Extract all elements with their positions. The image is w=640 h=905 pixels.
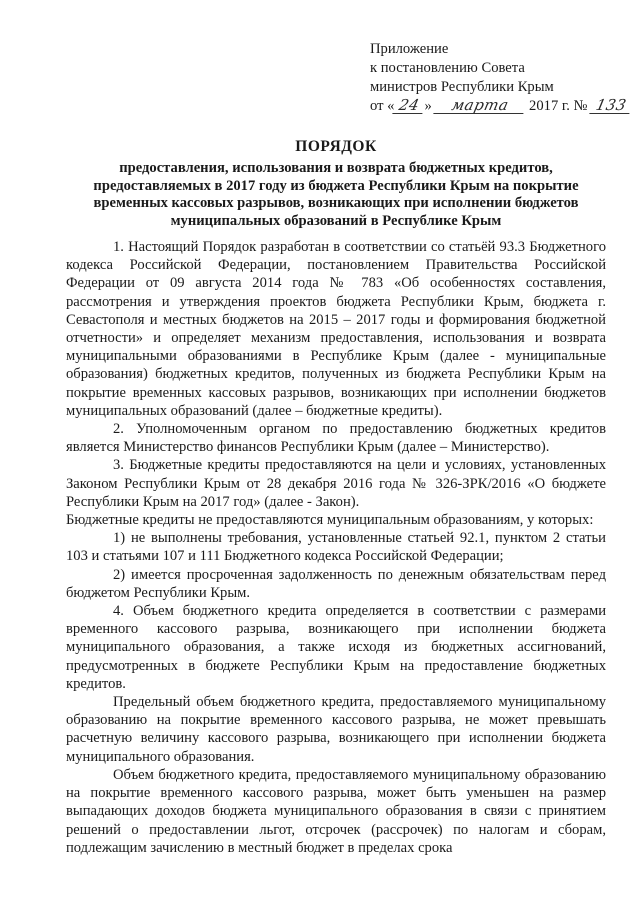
appendix-date-line xyxy=(370,96,629,116)
date-year: 2017 г. № xyxy=(529,98,588,114)
appendix-line-1: Приложение xyxy=(370,41,449,57)
date-separator: » xyxy=(424,98,432,114)
paragraph-6: 2) имеется просроченная задолженность по денежным обязательствам перед бюджетом Республики Крым. xyxy=(66,566,606,601)
handwritten-month: марта xyxy=(434,98,527,114)
document-subtitle: предоставления, использования и возврата бюджетных кредитов, предоставляемых в 2017 году из бюджета Республики Крым на покрытие временных кассовых разрывов, возникающих при исполнении бюджетов муниципальных образований в Республике Крым xyxy=(93,160,579,229)
appendix-line-2: к постановлению Совета xyxy=(370,60,525,76)
paragraph-5: 1) не выполнены требования, установленные статьей 92.1, пунктом 2 статьи 103 и статьями 107 и 111 Бюджетного кодекса Российской Федерации; xyxy=(66,530,606,565)
handwritten-day: 24 xyxy=(393,98,426,114)
paragraph-2: 2. Уполномоченным органом по предоставлению бюджетных кредитов является Министерство финансов Республики Крым (далее – Министерство). xyxy=(66,421,606,456)
appendix-header xyxy=(370,40,629,116)
handwritten-number: 133 xyxy=(589,98,632,114)
document-title-block xyxy=(66,138,606,230)
appendix-line-3: министров Республики Крым xyxy=(370,79,554,95)
date-prefix: от « xyxy=(370,98,395,114)
paragraph-9: Объем бюджетного кредита, предоставляемого муниципальному образованию на покрытие временного кассового разрыва, может быть уменьшен на размер выпадающих доходов бюджета муниципального образования в связи с принятием решений о предоставлении льгот, отсрочек (рассрочек) по налогам и сборам, подлежащим зачислению в местный бюджет в пределах срока xyxy=(66,766,606,856)
paragraph-1: 1. Настоящий Порядок разработан в соответствии со статьёй 93.3 Бюджетного кодекса Российской Федерации, постановлением Правительства Российской Федерации от 09 августа 2014 года № 783 «Об особенностях составления, рассмотрения и утверждения проектов бюджета Республики Крым, бюджета г. Севастополя и местных бюджетов на 2015 – 2017 годы и формирования бюджетной отчетности» и определяет механизм предоставления, использования и возврата муниципальными образованиями в Республике Крым (далее - муниципальные образования) бюджетных кредитов, полученных из бюджета Республики Крым на покрытие временных кассовых разрывов, возникающих при исполнении бюджетов муниципальных образований (далее – бюджетные кредиты). xyxy=(66,239,606,419)
paragraph-3: 3. Бюджетные кредиты предоставляются на цели и условиях, установленных Законом Республики Крым от 28 декабря 2016 года № 326-ЗРК/2016 «О бюджете Республики Крым на 2017 год» (далее - Закон). xyxy=(66,457,606,510)
document-body xyxy=(66,238,606,857)
paragraph-8: Предельный объем бюджетного кредита, предоставляемого муниципальному образованию на покрытие временного кассового разрыва, не может превышать расчетную величину кассового разрыва, возникающего при исполнении бюджета муниципального образования. xyxy=(66,694,606,765)
paragraph-4: Бюджетные кредиты не предоставляются муниципальным образованиям, у которых: xyxy=(66,512,594,529)
document-title: ПОРЯДОК xyxy=(295,138,377,155)
paragraph-7: 4. Объем бюджетного кредита определяется в соответствии с размерами временного кассового разрыва, возникающего при исполнении бюджета муниципального образования, а также исходя из бюджетных ассигнований, предусмотренных в бюджете Республики Крым на предоставление бюджетных кредитов. xyxy=(66,603,606,692)
